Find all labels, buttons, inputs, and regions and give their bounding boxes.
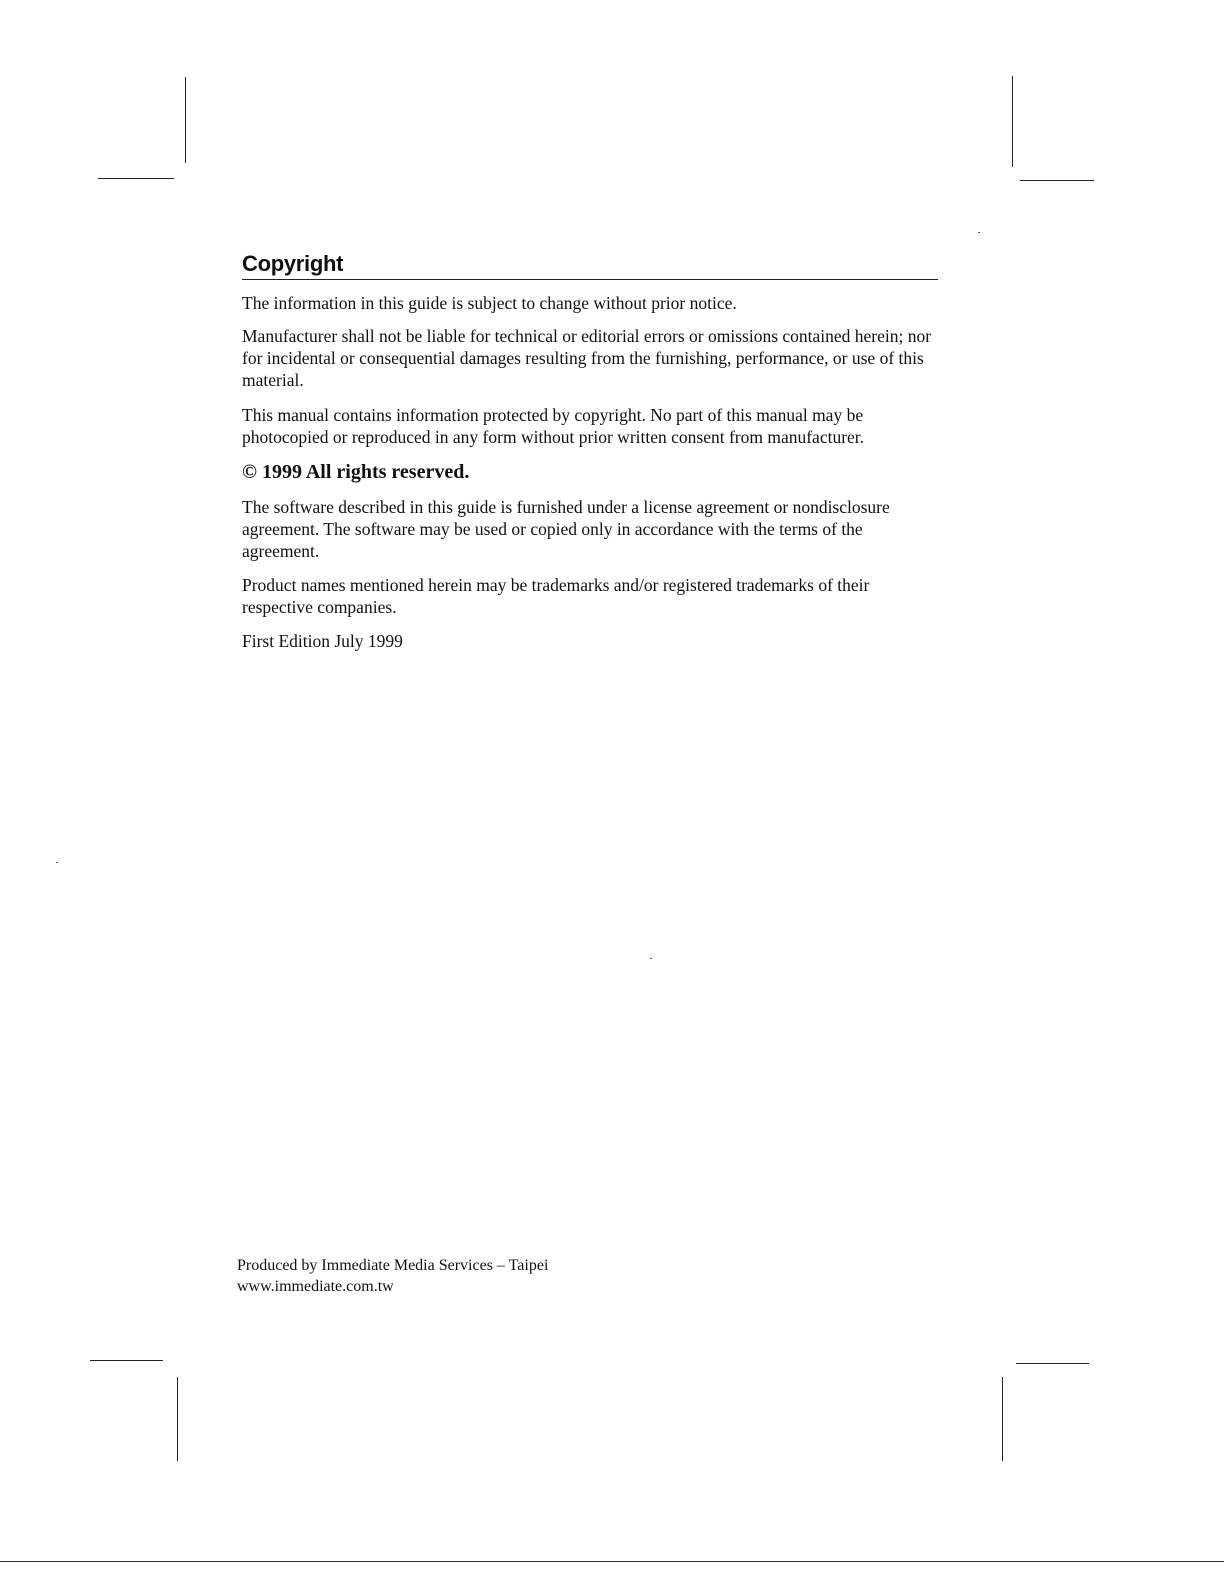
page-title: Copyright — [242, 250, 938, 280]
copyright-paragraph: This manual contains information protected by copyright. No part of this manual may be photocopied or reproduced in any form without prior written consent from manufacturer. — [242, 405, 865, 447]
page-bottom-rule — [0, 1561, 1224, 1562]
scan-speck — [978, 232, 980, 233]
notice-paragraph: The information in this guide is subject to change without prior notice. — [242, 293, 737, 313]
crop-mark-bottom-left-vertical — [177, 1377, 178, 1461]
trademarks-paragraph: Product names mentioned herein may be trademarks and/or registered trademarks of their respective companies. — [242, 575, 870, 617]
liability-paragraph: Manufacturer shall not be liable for technical or editorial errors or omissions contained herein; nor for incidental or consequential damages resulting from the furnishing, performance, or use of this material. — [242, 326, 932, 390]
producer-line: Produced by Immediate Media Services – Taipei — [237, 1257, 549, 1274]
crop-mark-top-left-vertical — [185, 77, 186, 163]
copyright-section — [242, 250, 938, 652]
edition-line: First Edition July 1999 — [242, 631, 403, 651]
rights-reserved-line: © 1999 All rights reserved. — [242, 461, 470, 483]
license-paragraph: The software described in this guide is furnished under a license agreement or nondisclosure agreement. The software may be used or copied only in accordance with the terms of the agreement. — [242, 497, 890, 561]
producer-credit — [237, 1255, 548, 1297]
crop-mark-top-right-horizontal — [1020, 180, 1094, 181]
crop-mark-bottom-right-vertical — [1002, 1377, 1003, 1461]
crop-mark-top-left-horizontal — [98, 178, 174, 179]
scan-speck — [56, 862, 58, 863]
crop-mark-bottom-left-horizontal — [90, 1360, 163, 1361]
crop-mark-bottom-right-horizontal — [1016, 1363, 1089, 1364]
scan-speck — [650, 958, 652, 959]
crop-mark-top-right-vertical — [1012, 76, 1013, 167]
producer-url: www.immediate.com.tw — [237, 1278, 394, 1295]
